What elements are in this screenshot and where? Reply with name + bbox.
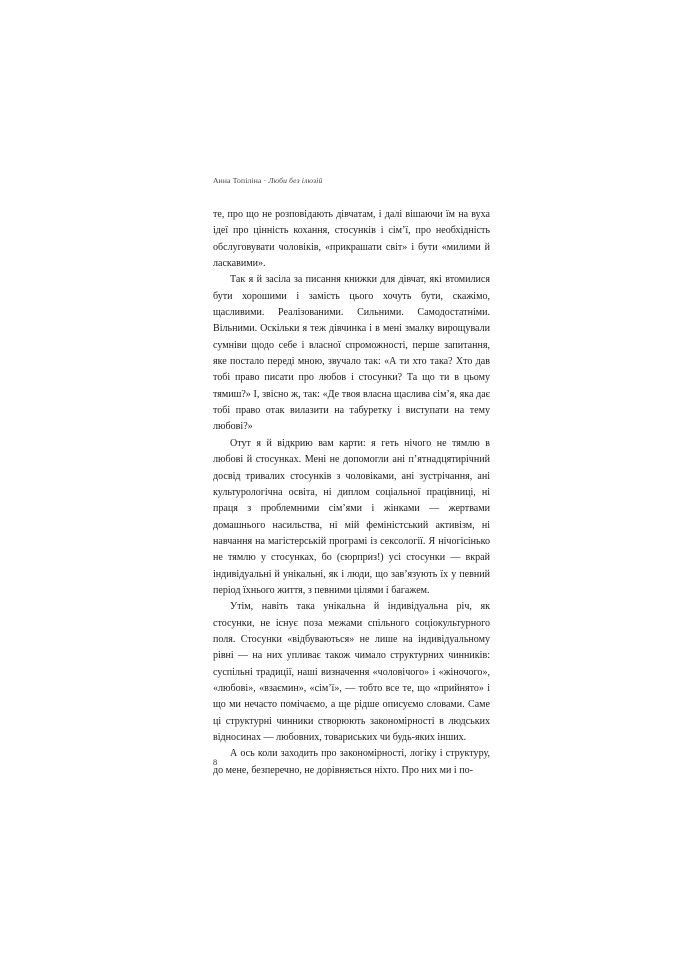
running-head	[213, 176, 490, 185]
running-head-author: Анна Топіліна	[213, 176, 262, 185]
paragraph: Отут я й відкрию вам карти: я геть нічого не тямлю в любові й стосунках. Мені не допомогли ані п’ятнадцятирічний досвід тривалих стосунків з чоловіками, ані зустрічання, ані культурологічна освіта, ні диплом соціальної працівниці, ні праця з проблемними сім’ями і жінками — жертвами домашнього насильства, ні мій феміністський активізм, ні навчання на магістерській програмі із сексології. Я нічогісінько не тямлю у стосунках, бо (сюрприз!) усі стосунки — вкрай індивідуальні й унікальні, як і люди, що зав’язують їх у певний період їхнього життя, з певними цілями і багажем.	[213, 437, 490, 596]
body-copy	[213, 207, 490, 779]
paragraph: Так я й засіла за писання книжки для дівчат, які втомилися бути хорошими і замість цього хочуть бути, скажімо, щасливими. Реалізованими. Сильними. Самодостатніми. Вільними. Оскільки я теж дівчинка і в мені змалку вирощували сумніви щодо себе і власної спроможності, перше запитання, яке постало переді мною, звучало так: «А ти хто така? Хто дав тобі право писати про любов і стосунки? Та що ти в цьому тямиш?» І, звісно ж, так: «Де твоя власна щаслива сім’я, яка дає тобі право отак вилазити на табуретку і виступати на тему любові?»	[213, 274, 490, 433]
paragraph: Утім, навіть така унікальна й індивідуальна річ, як стосунки, не існує поза межами спільного соціокультурного поля. Стосунки «відбуваються» не лише на індивідуальному рівні — на них упливає також чимало структурних чинників: суспільні традиції, наші визначення «чоловічого» і «жіночого», «любові», «взаємин», «сім’ї», — тобто все те, що «прийнято» і що ми нечасто помічаємо, а ще рідше описуємо словами. Саме ці структурні чинники створюють закономірності в людських відносинах — любовних, товариських чи будь-яких інших.	[213, 601, 490, 743]
running-head-title: Люби без ілюзій	[268, 176, 323, 185]
text-column	[213, 176, 490, 779]
paragraph: А ось коли заходить про закономірності, логіку і структуру, до мене, безперечно, не дорівняється ніхто. Про них ми і по-	[213, 748, 490, 776]
paragraph: те, про що не розповідають дівчатам, і далі вішаючи їм на вуха ідеї про цінність кохання, стосунків і сім’ї, про необхідність обслуговувати чоловіків, «прикрашати світ» і бути «милими й ласкавими».	[213, 209, 490, 270]
running-head-separator: ·	[263, 176, 267, 185]
page-number: 8	[213, 758, 218, 767]
